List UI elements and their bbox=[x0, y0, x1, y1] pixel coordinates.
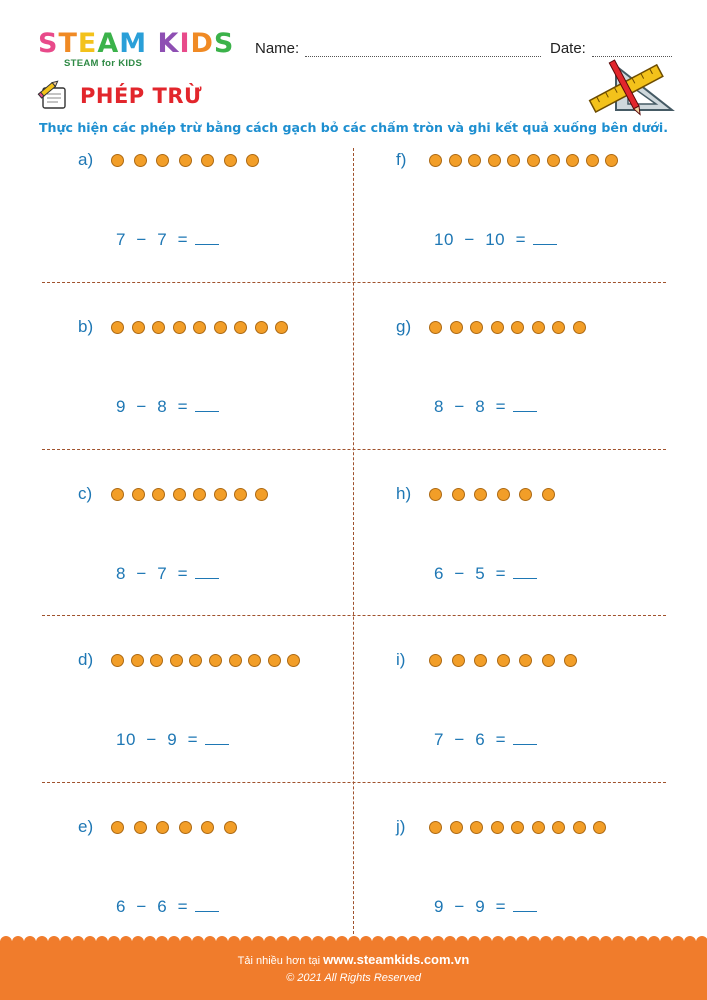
counting-dot[interactable] bbox=[179, 821, 192, 834]
counting-dot[interactable] bbox=[131, 654, 144, 667]
counting-dot[interactable] bbox=[573, 821, 586, 834]
counting-dot[interactable] bbox=[134, 821, 147, 834]
problem-label: c) bbox=[78, 484, 93, 503]
steam-kids-logo bbox=[38, 30, 238, 70]
counting-dot[interactable] bbox=[150, 654, 163, 667]
equation bbox=[434, 730, 537, 750]
answer-blank[interactable] bbox=[195, 564, 219, 579]
name-label: Name: bbox=[255, 40, 300, 57]
counting-dot[interactable] bbox=[547, 154, 560, 167]
row-divider bbox=[42, 282, 666, 283]
footer-prefix: Tải nhiều hơn tại bbox=[237, 955, 321, 967]
counting-dot[interactable] bbox=[193, 488, 206, 501]
equation bbox=[116, 564, 219, 584]
counting-dot[interactable] bbox=[429, 321, 442, 334]
problem-label: e) bbox=[78, 817, 94, 836]
equation-text: 6 − 6 = bbox=[116, 897, 194, 916]
problem-label: a) bbox=[78, 150, 94, 169]
counting-dot[interactable] bbox=[452, 654, 465, 667]
instructions: Thực hiện các phép trừ bằng cách gạch bỏ các chấm tròn và ghi kết quả xuống bên dưới. bbox=[38, 120, 669, 135]
notepad-pencil-icon bbox=[36, 80, 68, 112]
counting-dot[interactable] bbox=[429, 154, 442, 167]
equation bbox=[434, 397, 537, 417]
counting-dot[interactable] bbox=[234, 321, 247, 334]
counting-dot[interactable] bbox=[532, 321, 545, 334]
equation-text: 6 − 5 = bbox=[434, 564, 512, 583]
equation bbox=[116, 730, 229, 750]
counting-dot[interactable] bbox=[287, 654, 300, 667]
counting-dot[interactable] bbox=[586, 154, 599, 167]
counting-dot[interactable] bbox=[429, 654, 442, 667]
counting-dot[interactable] bbox=[173, 488, 186, 501]
counting-dot[interactable] bbox=[488, 154, 501, 167]
answer-blank[interactable] bbox=[513, 897, 537, 912]
footer-copyright: © 2021 All Rights Reserved bbox=[286, 972, 421, 984]
counting-dot[interactable] bbox=[132, 488, 145, 501]
counting-dot[interactable] bbox=[179, 154, 192, 167]
counting-dot[interactable] bbox=[132, 321, 145, 334]
equation bbox=[434, 897, 537, 917]
counting-dot[interactable] bbox=[156, 154, 169, 167]
equation-text: 8 − 8 = bbox=[434, 397, 512, 416]
equation-text: 10 − 10 = bbox=[434, 230, 532, 249]
counting-dot[interactable] bbox=[429, 488, 442, 501]
counting-dot[interactable] bbox=[593, 821, 606, 834]
equation bbox=[116, 897, 219, 917]
equation bbox=[434, 564, 537, 584]
equation bbox=[434, 230, 557, 250]
answer-blank[interactable] bbox=[513, 730, 537, 745]
logo-subtitle: STEAM for KIDS bbox=[64, 58, 143, 69]
row-divider bbox=[42, 615, 666, 616]
counting-dot[interactable] bbox=[474, 488, 487, 501]
row-divider bbox=[42, 449, 666, 450]
date-label: Date: bbox=[550, 40, 586, 57]
counting-dot[interactable] bbox=[224, 821, 237, 834]
counting-dot[interactable] bbox=[268, 654, 281, 667]
counting-dot[interactable] bbox=[452, 488, 465, 501]
counting-dot[interactable] bbox=[564, 654, 577, 667]
counting-dot[interactable] bbox=[491, 321, 504, 334]
counting-dot[interactable] bbox=[189, 654, 202, 667]
counting-dot[interactable] bbox=[450, 321, 463, 334]
equation-text: 10 − 9 = bbox=[116, 730, 204, 749]
counting-dot[interactable] bbox=[255, 321, 268, 334]
answer-blank[interactable] bbox=[513, 564, 537, 579]
counting-dot[interactable] bbox=[497, 488, 510, 501]
name-field[interactable] bbox=[255, 40, 541, 57]
counting-dot[interactable] bbox=[507, 154, 520, 167]
answer-blank[interactable] bbox=[195, 230, 219, 245]
counting-dot[interactable] bbox=[134, 154, 147, 167]
problem-label: b) bbox=[78, 317, 94, 336]
counting-dot[interactable] bbox=[156, 821, 169, 834]
problem-label: i) bbox=[396, 650, 406, 669]
equation bbox=[116, 397, 219, 417]
problem-label: d) bbox=[78, 650, 94, 669]
counting-dot[interactable] bbox=[201, 154, 214, 167]
counting-dot[interactable] bbox=[152, 488, 165, 501]
equation-text: 7 − 7 = bbox=[116, 230, 194, 249]
counting-dot[interactable] bbox=[193, 321, 206, 334]
answer-blank[interactable] bbox=[533, 230, 557, 245]
counting-dot[interactable] bbox=[573, 321, 586, 334]
counting-dot[interactable] bbox=[275, 321, 288, 334]
counting-dot[interactable] bbox=[449, 154, 462, 167]
problem-label: g) bbox=[396, 317, 412, 336]
counting-dot[interactable] bbox=[497, 654, 510, 667]
date-field[interactable] bbox=[550, 40, 672, 57]
counting-dot[interactable] bbox=[511, 821, 524, 834]
answer-blank[interactable] bbox=[195, 897, 219, 912]
counting-dot[interactable] bbox=[214, 321, 227, 334]
counting-dot[interactable] bbox=[468, 154, 481, 167]
counting-dot[interactable] bbox=[255, 488, 268, 501]
counting-dot[interactable] bbox=[542, 654, 555, 667]
equation-text: 7 − 6 = bbox=[434, 730, 512, 749]
ruler-triangle-icon bbox=[586, 58, 678, 120]
counting-dot[interactable] bbox=[170, 654, 183, 667]
counting-dot[interactable] bbox=[229, 654, 242, 667]
equation bbox=[116, 230, 219, 250]
counting-dot[interactable] bbox=[491, 821, 504, 834]
page-title: PHÉP TRỪ bbox=[80, 84, 203, 108]
footer-site-link[interactable]: www.steamkids.com.vn bbox=[323, 952, 470, 967]
equation-text: 8 − 7 = bbox=[116, 564, 194, 583]
counting-dot[interactable] bbox=[111, 654, 124, 667]
counting-dot[interactable] bbox=[552, 821, 565, 834]
counting-dot[interactable] bbox=[450, 821, 463, 834]
date-line[interactable] bbox=[592, 43, 672, 57]
problem-label: f) bbox=[396, 150, 407, 169]
counting-dot[interactable] bbox=[111, 488, 124, 501]
counting-dot[interactable] bbox=[246, 154, 259, 167]
column-divider bbox=[353, 148, 354, 934]
equation-text: 9 − 8 = bbox=[116, 397, 194, 416]
counting-dot[interactable] bbox=[532, 821, 545, 834]
counting-dot[interactable] bbox=[224, 154, 237, 167]
counting-dot[interactable] bbox=[201, 821, 214, 834]
counting-dot[interactable] bbox=[248, 654, 261, 667]
logo-title: STEAM KIDS bbox=[38, 28, 235, 59]
answer-blank[interactable] bbox=[205, 730, 229, 745]
counting-dot[interactable] bbox=[173, 321, 186, 334]
counting-dot[interactable] bbox=[152, 321, 165, 334]
counting-dot[interactable] bbox=[111, 821, 124, 834]
counting-dot[interactable] bbox=[605, 154, 618, 167]
equation-text: 9 − 9 = bbox=[434, 897, 512, 916]
problem-label: j) bbox=[396, 817, 406, 836]
counting-dot[interactable] bbox=[542, 488, 555, 501]
counting-dot[interactable] bbox=[511, 321, 524, 334]
footer-download-text bbox=[0, 952, 707, 967]
counting-dot[interactable] bbox=[566, 154, 579, 167]
counting-dot[interactable] bbox=[470, 821, 483, 834]
answer-blank[interactable] bbox=[195, 397, 219, 412]
counting-dot[interactable] bbox=[111, 321, 124, 334]
counting-dot[interactable] bbox=[470, 321, 483, 334]
counting-dot[interactable] bbox=[209, 654, 222, 667]
counting-dot[interactable] bbox=[519, 488, 532, 501]
counting-dot[interactable] bbox=[214, 488, 227, 501]
name-line[interactable] bbox=[305, 43, 541, 57]
counting-dot[interactable] bbox=[552, 321, 565, 334]
problem-label: h) bbox=[396, 484, 412, 503]
counting-dot[interactable] bbox=[527, 154, 540, 167]
counting-dot[interactable] bbox=[429, 821, 442, 834]
counting-dot[interactable] bbox=[234, 488, 247, 501]
counting-dot[interactable] bbox=[111, 154, 124, 167]
counting-dot[interactable] bbox=[519, 654, 532, 667]
answer-blank[interactable] bbox=[513, 397, 537, 412]
row-divider bbox=[42, 782, 666, 783]
counting-dot[interactable] bbox=[474, 654, 487, 667]
footer bbox=[0, 941, 707, 1000]
